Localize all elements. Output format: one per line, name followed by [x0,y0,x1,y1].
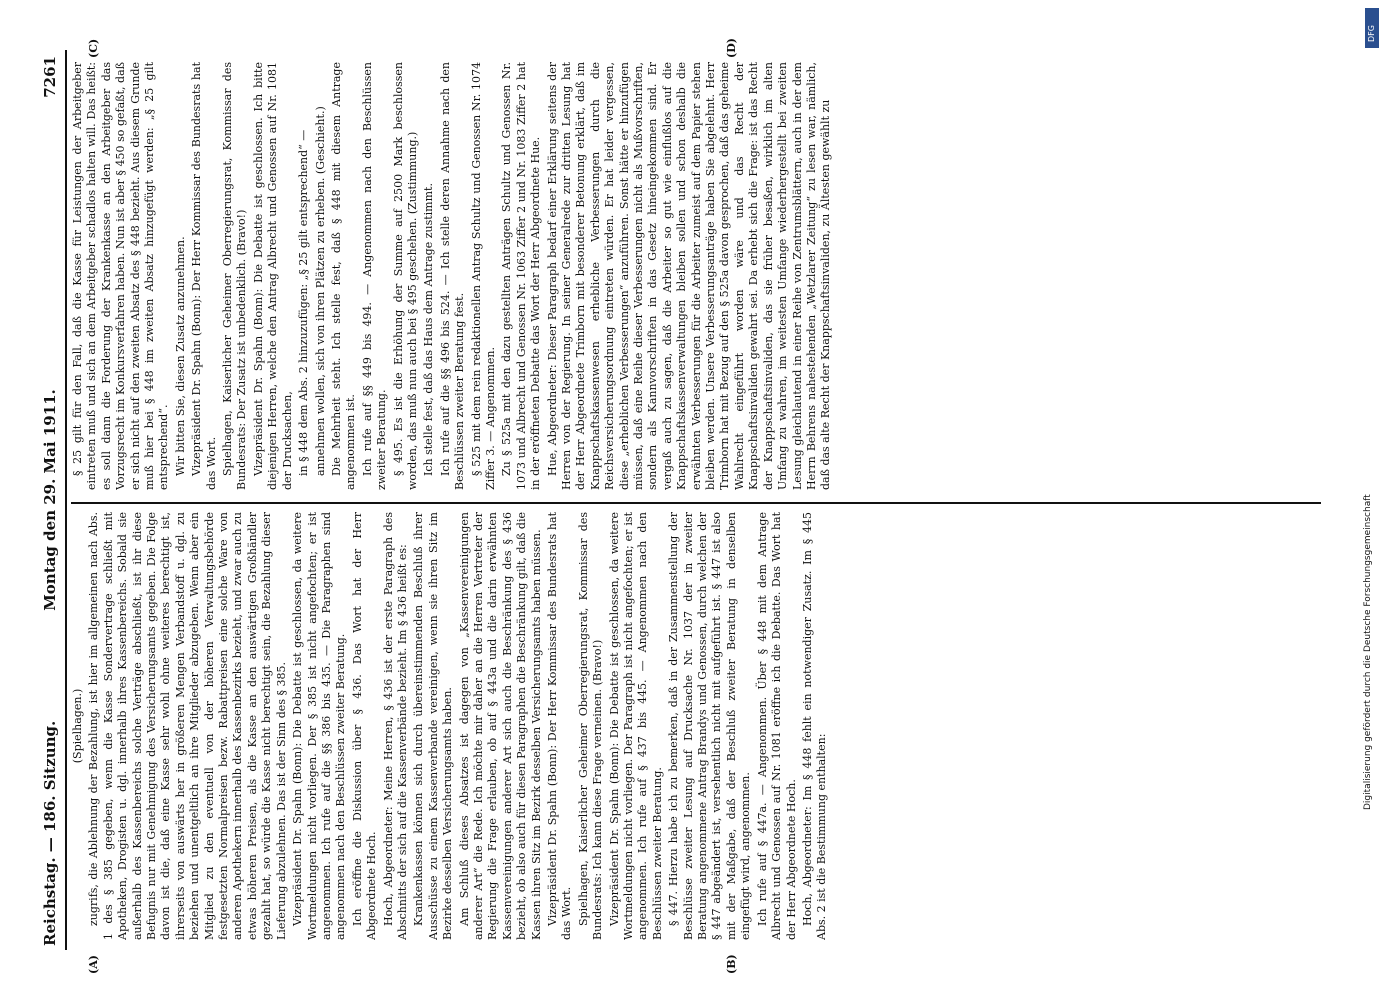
margin-marker-b: (B) [725,954,738,974]
header-left: Reichstag. — 186. Sitzung. [41,720,59,946]
paragraph: Hue, Abgeordneter: Dieser Paragraph bedarf einer Erklärung seitens der Herren von der Regierung. In seiner Generalrede zur dritten Lesung hat der Herr Abgeordnete Trimborn mit besonderer Betonung erklärt, daß im Knappschaftskassenwesen erhebliche Verbesserungen durch die Reichsversicherungsordnung eintreten würden. Er hat leider vergessen, diese „erheblichen Verbesserungen“ anzuführen. Sonst hätte er hinzufügen müssen, daß eine Reihe dieser Verbesserungen nicht als Mußvorschriften, sondern als Kannvorschriften in das Gesetz hineingekommen sind. Er vergaß auch zu sagen, daß die Arbeiter so gut wie einflußlos auf die Knappschaftskassenverwaltungen bleiben sollen und schon deshalb die erwähnten Verbesserungen für die Arbeiter zumeist auf dem Papier stehen bleiben werden. Unsere Verbesserungsanträge haben Sie abgelehnt. Herr Trimborn hat mit Bezug auf den § 525a davon gesprochen, daß das geheime Wahlrecht eingeführt worden wäre und das Recht der Knappschaftsinvaliden gewahrt sei. Da erhebt sich die Frage: ist das Recht der Knappschaftsinvaliden, das sie früher besaßen, wirklich im alten Umfang zu wahren, im weitesten Umfange wiederhergestellt bei zweiten Lesung gleichlautend in einer Reihe von Zentrumsblättern, auch in der dem Herrn Behrens nahestehenden „Wetzlarer Zeitung“ zu lesen war, nämlich, daß das alte Recht der Knappschaftsinvaliden, zu Ältesten gewählt zu [545,62,833,490]
paragraph: Ich eröffne die Diskussion über § 436. Das Wort hat der Herr Abgeordnete Hoch. [350,512,379,940]
paragraph: Zu § 525a mit den dazu gestellten Anträgen Schultz und Genossen Nr. 1073 und Albrecht und Genossen Nr. 1063 Ziffer 2 und Nr. 1083 Ziffer 2 hat in der eröffneten Debatte das Wort der Herr Abgeordnete Hue. [500,62,543,490]
digitization-notice [1361,210,1377,810]
paragraph: Hoch, Abgeordneter: Meine Herren, § 436 ist der erste Paragraph des Abschnitts der sich auf die Kassenverbände bezieht. Im § 436 heißt es: [381,512,409,940]
paragraph: § 447. Hierzu habe ich zu bemerken, daß in der Zusammenstellung der Beschlüsse zweiter Lesung auf Drucksache Nr. 1037 der in zweiter Beratung angenommene Antrag Brandys und Genossen, durch welchen der § 447 abgeändert ist, versehentlich nicht mit aufgeführt ist. § 447 ist also mit der Maßgabe, daß der Beschluß zweiter Beratung in denselben eingefügt wird, angenommen. [667,512,753,940]
paragraph: in § 448 dem Abs. 2 hinzuzufügen: „§ 25 gilt entsprechend“ — [297,129,311,476]
paragraph: § 25 gilt für den Fall, daß die Kasse für Leistungen der Arbeitgeber eintreten muß und sich an dem Arbeitgeber schadlos halten will. Das heißt: es soll dann die Forderung der Krankenkasse an den Arbeitgeber das Vorzugsrecht im Konkursverfahren haben. Nun ist aber § 450 so gefaßt, daß er sich nicht auf den zweiten Absatz des § 448 bezieht. Aus diesem Grunde muß hier bei § 448 im zweiten Absatz hinzugefügt werden: „§ 25 gilt entsprechend“. [71,62,171,490]
paragraph: Spielhagen, Kaiserlicher Geheimer Oberregierungsrat, Kommissar des Bundesrats: Ich kann diese Frage verneinen. (Bravo!) [576,512,605,940]
paragraph: zugrifs, die Ablehnung der Bezahlung, ist hier im allgemeinen nach Abs. 1 des § 385 gegeben, wenn die Kasse Sondervertrage schließt mit Apotheken, Drogisten u. dgl. innerhalb ihres Kassenbereichs. Sobald sie außerhalb des Kassenbereichs solche Verträge abschließt, ist ihr diese Befugnis nur mit Genehmigung des Versicherungsamts gegeben. Die Folge davon ist die, daß eine Kasse sehr wohl ohne weiteres berechtigt ist, ihrerseits von auswärts her in größeren Mengen Verbandstoff u. dgl. zu beziehen und unentgeltlich an ihre Mitglieder abzugeben. Wenn aber ein Mitglied zu den eventuell von der höheren Verwaltungsbehörde festgesetzten Normalpreisen bezw. Rabattpreisen eine solche Ware von anderen Apothekern innerhalb des Kassenbezirks bezieht, und zwar auch zu etwas höheren Preisen, als die Kasse an den auswärtigen Großhändler gezahlt hat, so würde die Kasse nicht berechtigt sein, die Bezahlung dieser Lieferung abzulehnen. Das ist der Sinn des § 385. [87,512,288,940]
digitization-notice-text: Digitalisierung gefördert durch die Deutsche Forschungsgemeinschaft [1363,494,1373,810]
dfg-logo-text: DFG [1367,25,1376,42]
paragraph: Spielhagen, Kaiserlicher Geheimer Oberregierungsrat, Kommissar des Bundesrats: Der Zusatz ist unbedenklich. (Bravo!) [221,62,249,490]
paragraph: Die Mehrheit steht. Ich stelle fest, daß § 448 mit diesem Antrage angenommen ist. [329,62,358,490]
header-date: Montag den 29. Mai 1911. [41,389,59,611]
paragraph: Ich rufe auf §§ 449 bis 494. — Angenommen nach den Beschlüssen zweiter Beratung. [360,62,389,490]
paragraph: (Spielhagen.) [71,688,84,764]
paragraph: Ich stelle fest, daß das Haus dem Antrage zustimmt. [422,183,436,476]
paragraph: § 495. Es ist die Erhöhung der Summe auf 2500 Mark beschlossen worden, das muß nun auch bei § 495 geschehen. (Zustimmung.) [391,62,419,490]
margin-marker-d: (D) [725,38,738,58]
paragraph: Wir bitten Sie, diesen Zusatz anzunehmen. [173,236,187,476]
paragraph: Vizepräsident Dr. Spahn (Bonn): Die Debatte ist geschlossen. Ich bitte diejenigen Herren, welche den Antrag Albrecht und Genossen auf Nr. 1081 der Drucksachen, [251,62,294,490]
paragraph: Vizepräsident Dr. Spahn (Bonn): Der Herr Kommissar des Bundesrats hat das Wort. [190,62,218,490]
margin-marker-c: (C) [87,38,100,58]
page-number: 7261 [41,56,59,98]
paragraph: Ich rufe auf § 447a. — Angenommen. Über § 448 mit dem Antrage Albrecht und Genossen auf Nr. 1081 eröffne ich die Debatte. Das Wort hat der Herr Abgeordnete Hoch. [755,512,798,940]
paragraph: Krankenkassen können sich durch übereinstimmenden Beschluß ihrer Ausschüsse zu einem Kassenverbande vereinigen, wenn sie ihren Sitz im Bezirke desselben Versicherungsamts haben. [412,512,455,940]
margin-marker-a: (A) [87,955,100,974]
column-divider [71,502,1321,504]
paragraph: Vizepräsident Dr. Spahn (Bonn): Die Debatte ist geschlossen, da weitere Wortmeldungen nicht vorliegen. Der Paragraph ist nicht angefochten; er ist angenommen. Ich rufe auf § 437 bis 445. — Angenommen nach den Beschlüssen zweiter Beratung. [607,512,664,940]
paragraph: Hoch, Abgeordneter: Im § 448 fehlt ein notwendiger Zusatz. Im § 445 Abs. 2 ist die Bestimmung enthalten: [800,512,829,940]
left-column [71,512,1321,940]
paragraph: Vizepräsident Dr. Spahn (Bonn): Der Herr Kommissar des Bundesrats hat das Wort. [546,512,574,940]
dfg-logo [1365,8,1379,48]
page-content [35,38,1325,974]
paragraph: annehmen wollen, sich von ihren Plätzen zu erheben. (Geschieht.) [313,106,327,476]
paragraph: Vizepräsident Dr. Spahn (Bonn): Die Debatte ist geschlossen, da weitere Wortmeldungen nicht vorliegen. Der § 385 ist nicht angefochten; er ist angenommen. Ich rufe auf die §§ 386 bis 435. — Die Paragraphen sind angenommen nach den Beschlüssen zweiter Beratung. [291,512,348,940]
paragraph: Ich rufe auf die §§ 496 bis 524. — Ich stelle deren Annahme nach den Beschlüssen zweiter Beratung fest. [438,62,467,490]
paragraph: Am Schluß dieses Absatzes ist dagegen von „Kassenvereinigungen anderer Art“ die Rede. Ich möchte mir daher an die Herren Vertreter der Regierung die Frage erlauben, ob auf § 443a und die darin erwähnten Kassenvereinigungen anderer Art sich auch die Beschränkung des § 436 bezieht, ob also auch für diesen Paragraphen die Beschränkung gilt, daß die Kassen ihren Sitz im Bezirk desselben Versicherungsamts haben müssen. [457,512,543,940]
running-header [35,50,67,950]
paragraph: § 525 mit dem rein redaktionellen Antrag Schultz und Genossen Nr. 1074 Ziffer 3. — Angenommen. [469,62,497,490]
right-column [71,62,1321,490]
